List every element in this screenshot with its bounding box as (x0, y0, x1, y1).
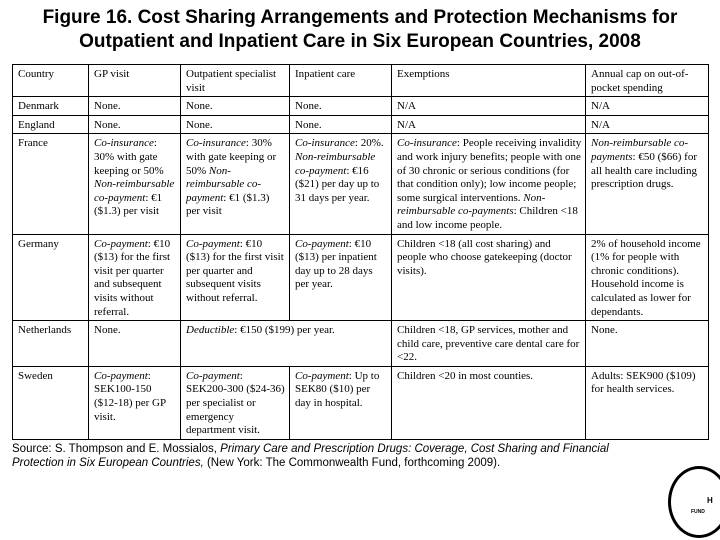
table-row (13, 234, 709, 321)
table-cell (586, 97, 709, 116)
text-segment: 2% of household income (1% for people with chronic conditions). Household income is calculated as lower for dependants. (591, 237, 701, 318)
italic-term: Co-payment (94, 369, 148, 382)
text-segment: : €16 ($21) per day up to 31 days per year. (295, 164, 380, 204)
italic-term: Non-reimbursable co-payments (591, 137, 689, 163)
text-segment: (New York: The Commonwealth Fund, forthcoming 2009). (203, 457, 501, 469)
text-segment: None. (94, 100, 121, 113)
italic-term: Deductible (186, 324, 235, 337)
table-cell (89, 321, 181, 367)
italic-term: Primary Care and Prescription Drugs: Coverage, Cost Sharing and Financial Protection in Six European Countries, (12, 443, 609, 469)
text-segment: Source: S. Thompson and E. Mossialos, (12, 443, 221, 455)
cost-sharing-table (12, 64, 709, 440)
table-cell (392, 115, 586, 134)
italic-term: Co-payment (295, 369, 349, 382)
table-cell (586, 234, 709, 321)
country-cell: France (13, 134, 89, 234)
column-header: Exemptions (392, 65, 586, 97)
text-segment: None. (186, 118, 213, 131)
figure-title (0, 6, 720, 54)
text-segment: : Children <18 and low income people. (397, 205, 578, 231)
logo-text: FUND (691, 509, 705, 515)
table-cell (392, 234, 586, 321)
table-cell (89, 115, 181, 134)
italic-term: Co-payment (295, 237, 349, 250)
text-segment: None. (94, 118, 121, 131)
table-cell (392, 321, 586, 367)
logo-letter: H (707, 496, 713, 505)
table-cell (181, 234, 290, 321)
text-segment: : 20%. (354, 137, 384, 150)
italic-term: Co-payment (186, 369, 240, 382)
table-cell (586, 366, 709, 439)
italic-term: Co-payment (94, 237, 148, 250)
text-segment: N/A (397, 118, 416, 131)
table-cell (392, 97, 586, 116)
text-segment: Adults: SEK900 ($109) for health services. (591, 369, 696, 396)
table-cell (586, 134, 709, 234)
table-cell (290, 134, 392, 234)
text-segment: None. (295, 118, 322, 131)
italic-term: Co-insurance (397, 137, 457, 150)
commonwealth-fund-logo (668, 466, 720, 538)
header-row (13, 65, 709, 97)
country-cell: Netherlands (13, 321, 89, 367)
text-segment: N/A (591, 118, 610, 131)
table-cell (181, 366, 290, 439)
italic-term: Co-insurance (186, 137, 246, 150)
table-row (13, 134, 709, 234)
text-segment: : €1 ($1.3) per visit (94, 191, 163, 218)
table-cell (181, 134, 290, 234)
table-cell (181, 97, 290, 116)
table-cell (392, 366, 586, 439)
text-segment: Children <18, GP services, mother and child care, preventive care dental care for <22. (397, 324, 580, 364)
table-cell (89, 366, 181, 439)
text-segment: : €10 ($13) for the first visit per quarter and subsequent visits without referral. (186, 237, 284, 304)
column-header: Outpatient specialist visit (181, 65, 290, 97)
column-header: GP visit (89, 65, 181, 97)
title-line-1: Figure 16. Cost Sharing Arrangements and Protection Mechanisms for (42, 7, 678, 28)
text-segment: : €10 ($13) per inpatient day up to 28 days per year. (295, 237, 377, 291)
italic-term: Non-reimbursable co-payment (295, 150, 376, 177)
table-cell (89, 97, 181, 116)
text-segment: Children <18 (all cost sharing) and people who choose gatekeeping (doctor visits). (397, 237, 572, 277)
text-segment: N/A (591, 100, 610, 113)
column-header: Inpatient care (290, 65, 392, 97)
text-segment: Children <20 in most counties. (397, 369, 534, 382)
italic-term: Co-payment (186, 237, 240, 250)
text-segment: None. (591, 324, 618, 337)
column-header: Country (13, 65, 89, 97)
italic-term: Co-insurance (295, 137, 355, 150)
country-cell: Sweden (13, 366, 89, 439)
text-segment: N/A (397, 100, 416, 113)
text-segment: : SEK100-150 ($12-18) per GP visit. (94, 369, 166, 423)
text-segment: : Up to SEK80 ($10) per day in hospital. (295, 369, 380, 410)
table-cell (290, 366, 392, 439)
text-segment: : People receiving invalidity and work injury benefits; people with one of 30 chronic or serious conditions (for that condition only); low income people; some surgical interventions. (397, 137, 582, 204)
table-cell (290, 234, 392, 321)
table-cell (89, 234, 181, 321)
table-cell (181, 321, 392, 367)
text-segment: : €1 ($1.3) per visit (186, 191, 270, 218)
italic-term: Non-reimbursable co-payments (397, 191, 546, 218)
italic-term: Non-reimbursable co-payment (186, 164, 262, 204)
title-line-2: Outpatient and Inpatient Care in Six European Countries, 2008 (79, 31, 641, 52)
table-row (13, 321, 709, 367)
table-cell (89, 134, 181, 234)
country-cell: Denmark (13, 97, 89, 116)
source-note (12, 442, 660, 470)
table-cell (181, 115, 290, 134)
text-segment: : €50 ($66) for all health care including prescription drugs. (591, 150, 698, 191)
text-segment: : 30% with gate keeping or 50% (94, 137, 164, 177)
table-row (13, 366, 709, 439)
text-segment: : €150 ($199) per year. (234, 324, 335, 337)
column-header: Annual cap on out-of-pocket spending (586, 65, 709, 97)
table-cell (392, 134, 586, 234)
text-segment: : 30% with gate keeping or 50% (186, 137, 277, 177)
table-row (13, 97, 709, 116)
text-segment: None. (94, 324, 121, 337)
italic-term: Non-reimbursable co-payment (94, 178, 175, 204)
table-cell (586, 115, 709, 134)
country-cell: Germany (13, 234, 89, 321)
table-cell (586, 321, 709, 367)
table-cell (290, 97, 392, 116)
text-segment: : SEK200-300 ($24-36) per specialist or emergency department visit. (186, 369, 285, 437)
text-segment: None. (295, 100, 322, 113)
table-row (13, 115, 709, 134)
text-segment: : €10 ($13) for the first visit per quarter and subsequent visits without referral. (94, 237, 171, 318)
italic-term: Co-insurance (94, 137, 154, 150)
country-cell: England (13, 115, 89, 134)
table-cell (290, 115, 392, 134)
text-segment: None. (186, 100, 213, 113)
